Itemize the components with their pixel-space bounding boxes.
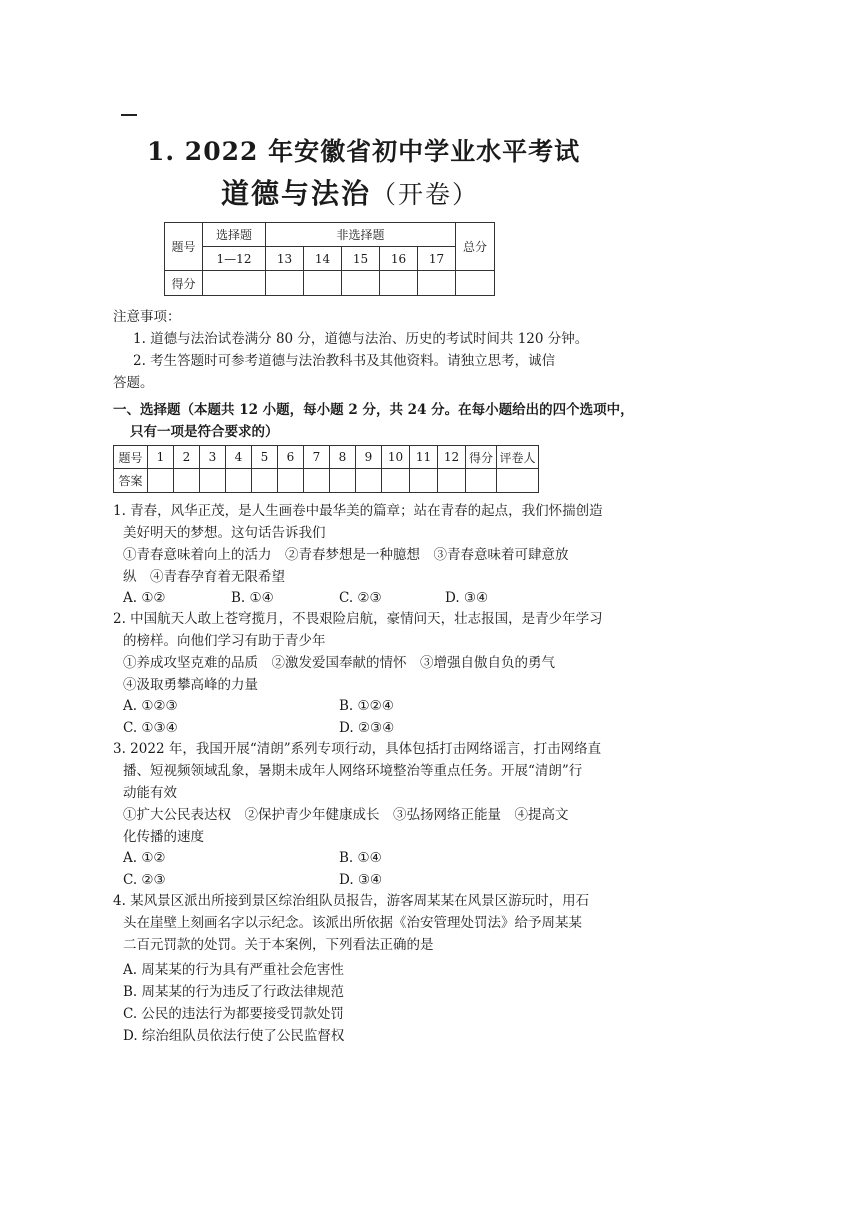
question-4-stem-line-3: 二百元罚款的处罚。关于本案例，下列看法正确的是 <box>123 937 434 953</box>
answer-table-number: 12 <box>438 446 466 469</box>
question-2-option-b: B. ①②④ <box>339 698 394 714</box>
subject-paren: （开卷） <box>371 180 480 209</box>
score-cell <box>456 271 495 296</box>
answer-table-number: 9 <box>356 446 382 469</box>
score-table-q17: 17 <box>418 247 456 271</box>
answer-table-number: 10 <box>382 446 410 469</box>
answer-table-score-label: 得分 <box>466 446 497 469</box>
answer-table-number: 5 <box>252 446 278 469</box>
score-table-nonchoice-header: 非选择题 <box>266 223 456 247</box>
answer-cell <box>304 469 330 493</box>
answer-cell <box>466 469 497 493</box>
exam-title: 1. 2022 年安徽省初中学业水平考试 <box>147 137 581 166</box>
score-cell <box>266 271 304 296</box>
answer-cell <box>252 469 278 493</box>
answer-cell <box>278 469 304 493</box>
question-2-option-d: D. ②③④ <box>339 720 395 736</box>
answer-cell <box>438 469 466 493</box>
question-1-items-line-2: 纵 ④青春孕育着无限希望 <box>123 569 285 585</box>
answer-table-number: 7 <box>304 446 330 469</box>
question-2-items-line-2: ④汲取勇攀高峰的力量 <box>123 677 258 693</box>
score-table-score-label: 得分 <box>165 271 203 296</box>
question-4-stem-line-2: 头在崖壁上刻画名字以示纪念。该派出所依据《治安管理处罚法》给予周某某 <box>123 915 582 931</box>
question-3-items-line-1: ①扩大公民表达权 ②保护青少年健康成长 ③弘扬网络正能量 ④提高文 <box>123 807 569 823</box>
answer-table-number-label: 题号 <box>114 446 148 469</box>
answer-cell <box>200 469 226 493</box>
question-3-option-d: D. ③④ <box>339 872 383 888</box>
answer-table-number: 1 <box>148 446 174 469</box>
question-2-items-line-1: ①养成攻坚克难的品质 ②激发爱国奉献的情怀 ③增强自傲自负的勇气 <box>123 655 555 671</box>
score-table-total-header: 总分 <box>456 223 495 271</box>
question-1-stem-line-2: 美好明天的梦想。这句话告诉我们 <box>123 525 326 541</box>
question-3-option-c: C. ②③ <box>123 872 166 888</box>
question-2-option-c: C. ①③④ <box>123 720 178 736</box>
answer-table-number: 8 <box>330 446 356 469</box>
score-cell <box>380 271 418 296</box>
answer-cell <box>410 469 438 493</box>
question-4-option-d: D. 综治组队员依法行使了公民监督权 <box>123 1028 345 1044</box>
answer-table-number: 4 <box>226 446 252 469</box>
question-4-option-a: A. 周某某的行为具有严重社会危害性 <box>123 962 344 978</box>
score-table-choice-range: 1—12 <box>203 247 266 271</box>
question-1-option-a: A. ①② <box>123 590 166 606</box>
score-table-q16: 16 <box>380 247 418 271</box>
question-2-stem-line-2: 的榜样。向他们学习有助于青少年 <box>123 633 326 649</box>
question-1-option-c: C. ②③ <box>339 590 382 606</box>
question-1-option-d: D. ③④ <box>445 590 489 606</box>
score-table-q15: 15 <box>342 247 380 271</box>
answer-cell <box>226 469 252 493</box>
question-3-stem-line-1: 3. 2022 年，我国开展“清朗”系列专项行动，具体包括打击网络谣言，打击网络直 <box>113 741 602 757</box>
question-3-option-a: A. ①② <box>123 850 166 866</box>
answer-table-number: 11 <box>410 446 438 469</box>
notes-heading: 注意事项： <box>113 309 181 325</box>
question-4-option-c: C. 公民的违法行为都要接受罚款处罚 <box>123 1006 344 1022</box>
score-table-q14: 14 <box>304 247 342 271</box>
question-1-option-b: B. ①④ <box>231 590 274 606</box>
answer-cell <box>148 469 174 493</box>
question-2-stem-line-1: 2. 中国航天人敢上苍穹揽月，不畏艰险启航，豪情问天，壮志报国，是青少年学习 <box>113 611 603 627</box>
question-1-stem-line-1: 1. 青春，风华正茂，是人生画卷中最华美的篇章；站在青春的起点，我们怀揣创造 <box>113 503 603 519</box>
score-table-q13: 13 <box>266 247 304 271</box>
answer-table-number: 2 <box>174 446 200 469</box>
score-table <box>164 222 495 296</box>
question-2-option-a: A. ①②③ <box>123 698 178 714</box>
score-table-choice-header: 选择题 <box>203 223 266 247</box>
question-3-stem-line-2: 播、短视频领域乱象，暑期未成年人网络环境整治等重点任务。开展“清朗”行 <box>123 763 583 779</box>
corner-dash <box>121 114 137 116</box>
question-4-option-b: B. 周某某的行为违反了行政法律规范 <box>123 984 345 1000</box>
score-table-number-label: 题号 <box>165 223 203 271</box>
question-4-stem-line-1: 4. 某风景区派出所接到景区综治组队员报告，游客周某某在风景区游玩时，用石 <box>113 893 590 909</box>
subject-name: 道德与法治 <box>221 177 372 210</box>
question-3-items-line-2: 化传播的速度 <box>123 829 204 845</box>
notes-item-1: 1. 道德与法治试卷满分 80 分，道德与法治、历史的考试时间共 120 分钟。 <box>133 331 589 347</box>
answer-table-number: 3 <box>200 446 226 469</box>
answer-cell <box>174 469 200 493</box>
notes-item-2-line-1: 2. 考生答题时可参考道德与法治教科书及其他资料。请独立思考，诚信 <box>133 353 556 369</box>
section-1-heading: 一、选择题（本题共 12 小题，每小题 2 分，共 24 分。在每小题给出的四个选项中， <box>113 402 634 418</box>
answer-cell <box>382 469 410 493</box>
question-3-option-b: B. ①④ <box>339 850 382 866</box>
subject-title <box>221 172 479 212</box>
answer-table-grader-label: 评卷人 <box>497 446 539 469</box>
question-3-stem-line-3: 动能有效 <box>123 785 177 801</box>
question-1-items-line-1: ①青春意味着向上的活力 ②青春梦想是一种臆想 ③青春意味着可肆意放 <box>123 547 569 563</box>
section-1-heading-cont: 只有一项是符合要求的） <box>130 424 279 440</box>
answer-table <box>113 445 539 493</box>
answer-cell <box>330 469 356 493</box>
answer-cell <box>497 469 539 493</box>
score-cell <box>304 271 342 296</box>
answer-table-answer-label: 答案 <box>114 469 148 493</box>
score-cell <box>342 271 380 296</box>
answer-table-number: 6 <box>278 446 304 469</box>
score-cell <box>203 271 266 296</box>
notes-item-2-line-2: 答题。 <box>113 375 154 391</box>
answer-cell <box>356 469 382 493</box>
score-cell <box>418 271 456 296</box>
